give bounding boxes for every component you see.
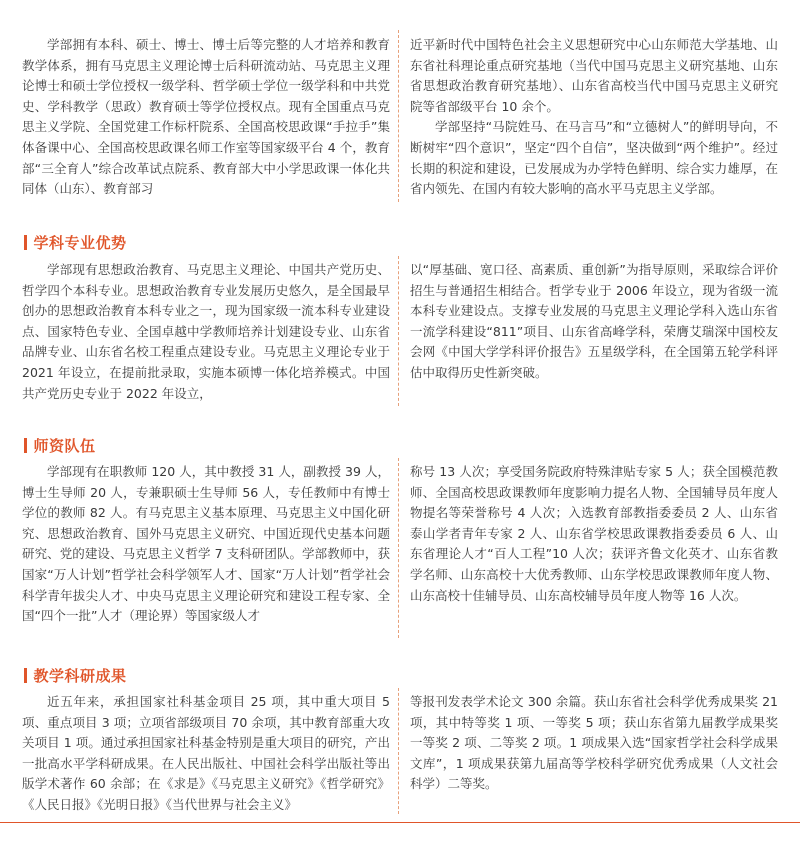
column-divider (398, 30, 399, 202)
section-paragraph: 学部现有思想政治教育、马克思主义理论、中国共产党历史、哲学四个本科专业。思想政治教育专业发展历史悠久，是全国最早创办的思想政治教育本科专业之一，现为国家级一流本科专业建设点、国家特色专业、全国卓越中学教师培养计划建设专业、山东省品牌专业、山东省名校工程重点建设专业。马克思主义理论专业于 2021 年设立，在提前批录取，实施本硕博一体化培养模式。中国共产党历史专业于 2022 年设立， (22, 262, 390, 401)
section-paragraph-continued: 等报刊发表学术论文 300 余篇。获山东省社会科学优秀成果奖 21 项，其中特等奖 1 项、一等奖 5 项；获山东省第九届教学成果奖一等奖 2 项、二等奖 2 项。1 项成果入选“国家哲学社会科学成果文库”，1 项成果获第九届高等学校科学研究优秀成果（人文社会科学）二等奖。 (410, 694, 778, 792)
column-divider (398, 256, 399, 406)
bottom-rule (0, 822, 800, 823)
section-title: 教学科研成果 (33, 666, 127, 685)
intro-paragraph-1-continued: 近平新时代中国特色社会主义思想研究中心山东师范大学基地、山东省社科理论重点研究基地（当代中国马克思主义研究基地、山东省思想政治教育研究基地）、山东省高校当代中国马克思主义研究院等省部级平台 10 余个。 (410, 37, 778, 114)
intro-right-column (410, 35, 778, 200)
heading-accent-bar (24, 235, 27, 250)
section-left-column (22, 260, 390, 404)
section-right-column (410, 692, 778, 795)
column-divider (398, 458, 399, 638)
section-paragraph: 近五年来，承担国家社科基金项目 25 项，其中重大项目 5 项、重点项目 3 项；立项省部级项目 70 余项，其中教育部重大攻关项目 1 项。通过承担国家社科基金特别是重大项目的研究，产出一批高水平学科研成果。在人民出版社、中国社会科学出版社等出版学术著作 60 余部；在《求是》《马克思主义研究》《哲学研究》《人民日报》《光明日报》《当代世界与社会主义》 (22, 694, 390, 812)
section-heading-research (22, 665, 127, 685)
section-heading-discipline (22, 232, 127, 252)
section-title: 学科专业优势 (33, 233, 127, 252)
section-right-column (410, 260, 778, 384)
heading-accent-bar (24, 438, 27, 453)
heading-accent-bar (24, 668, 27, 683)
section-paragraph-continued: 以“厚基础、宽口径、高素质、重创新”为指导原则，采取综合评价招生与普通招生相结合。哲学专业于 2006 年设立，现为省级一流本科专业建设点。支撑专业发展的马克思主义理论学科入选山东省一流学科建设“811”项目、山东省高峰学科，荣膺艾瑞深中国校友会网《中国大学学科评价报告》五星级学科，在全国第五轮学科评估中取得历史性新突破。 (410, 262, 778, 380)
section-right-column (410, 462, 778, 606)
intro-paragraph-1: 学部拥有本科、硕士、博士、博士后等完整的人才培养和教育教学体系，拥有马克思主义理论博士后科研流动站、马克思主义理论博士和硕士学位授权一级学科、哲学硕士学位一级学科和中共党史、学科教学（思政）教育硕士等学位授权点。现有全国重点马克思主义学院、全国党建工作标杆院系、全国高校思政课“手拉手”集体备课中心、全国高校思政课名师工作室等国家级平台 4 个，教育部“三全育人”综合改革试点院系、教育部大中小学思政课一体化共同体（山东）、教育部习 (22, 37, 390, 197)
section-left-column (22, 692, 390, 816)
section-left-column (22, 462, 390, 627)
section-paragraph-continued: 称号 13 人次；享受国务院政府特殊津贴专家 5 人；获全国模范教师、全国高校思政课教师年度影响力提名人物、全国辅导员年度人物提名等荣誉称号 4 人次；入选教育部教指委委员 2 人、山东省泰山学者青年专家 2 人、山东省学校思政课教指委委员 6 人、山东省理论人才“百人工程”10 人次；获评齐鲁文化英才、山东省教学名师、山东高校十大优秀教师、山东学校思政课教师年度人物、山东高校十佳辅导员、山东高校辅导员年度人物等 16 人次。 (410, 464, 778, 603)
column-divider (398, 688, 399, 814)
section-paragraph: 学部现有在职教师 120 人，其中教授 31 人，副教授 39 人，博士生导师 20 人，专兼职硕士生导师 56 人，专任教师中有博士学位的教师 82 人。有马克思主义基本原理、马克思主义中国化研究、思想政治教育、国外马克思主义研究、中国近现代史基本问题研究、党的建设、马克思主义哲学 7 支科研团队。学部教师中，获国家“万人计划”哲学社会科学领军人才、国家“万人计划”哲学社会科学青年拔尖人才、中央马克思主义理论研究和建设工程专家、全国“四个一批”人才（理论界）等国家级人才 (22, 464, 390, 624)
section-title: 师资队伍 (33, 436, 96, 455)
section-heading-faculty (22, 435, 96, 455)
intro-paragraph-2: 学部坚持“马院姓马、在马言马”和“立德树人”的鲜明导向，不断树牢“四个意识”，坚定“四个自信”，坚决做到“两个维护”。经过长期的积淀和建设，已发展成为办学特色鲜明、综合实力雄厚，在省内领先、在国内有较大影响的高水平马克思主义学部。 (410, 119, 778, 197)
intro-left-column (22, 35, 390, 200)
